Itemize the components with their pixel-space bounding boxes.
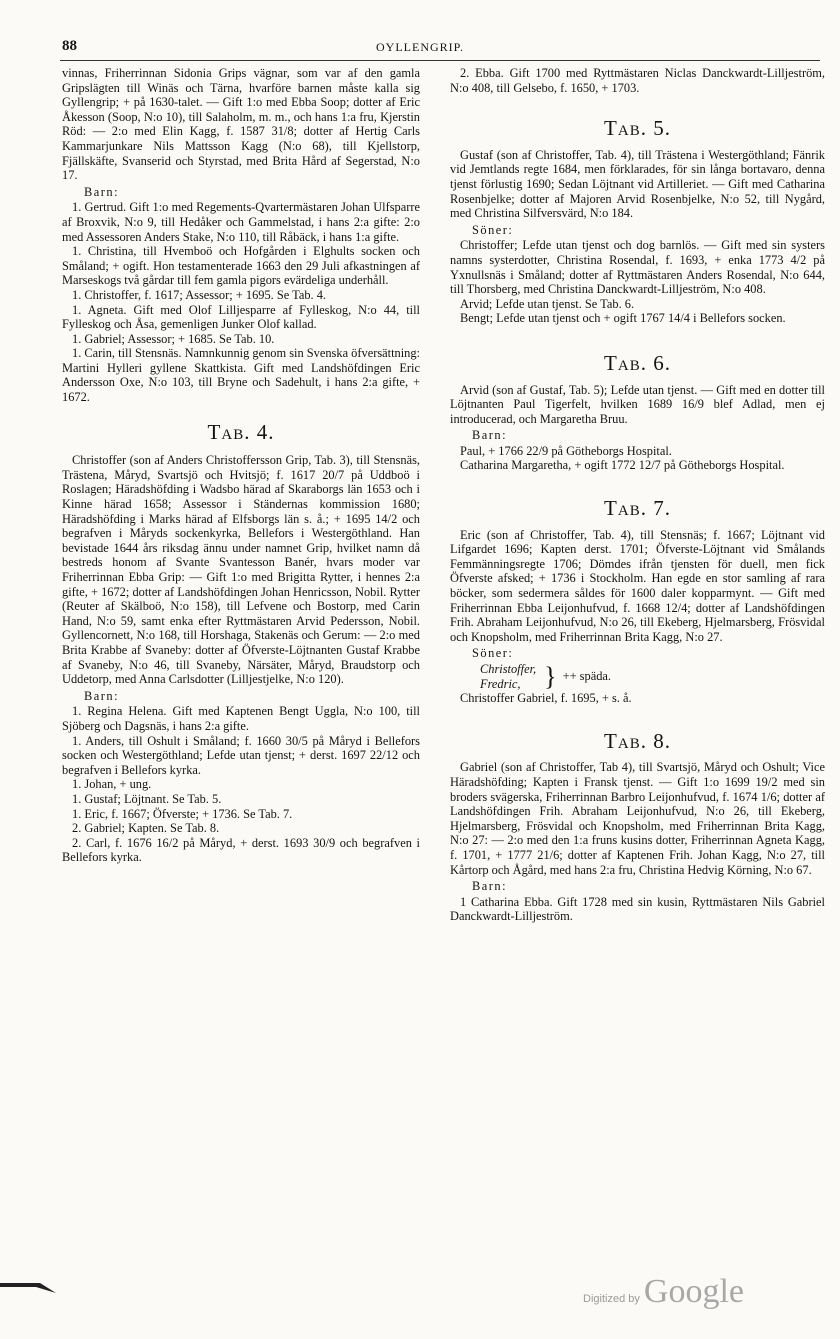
table-heading-7: Tab. 7. [604, 496, 671, 521]
right-column [450, 66, 825, 924]
section-label-soner: Söner: [472, 646, 514, 661]
paragraph: vinnas, Friherrinnan Sidonia Grips vägnar, som var af den gamla Gripslägten till Winäs och Tärna, hvarföre barnen måste kalla sig Gyllengrip; + på 1630-talet. — Gift 1:o med Ebba Soop; dotter af Eric Åkesson (Soop, N:o 10), till Salaholm, m. m., och hans 1:a fru, Kjerstin Röd: — 2:o med Elin Kagg, f. 1587 31/8; dotter af Hertig Carls Kammarjunkare Nils Mattsson Kagg (N:o 68), till Kjellstorp, Fjällskäfte, Svanserid och Styrstad, med Brita Hård af Segerstad, N:o 17. [62, 66, 420, 183]
left-column [62, 66, 420, 865]
son-name: Fredric, [480, 676, 521, 691]
death-note: ++ späda. [562, 669, 611, 684]
header-rule [60, 60, 820, 61]
child-entry: 2. Carl, f. 1676 16/2 på Måryd, + derst. 1693 30/9 och begrafven i Bellefors kyrka. [62, 835, 420, 865]
table-heading-6: Tab. 6. [604, 350, 671, 375]
child-entry: 1. Gertrud. Gift 1:o med Regements-Qvartermästaren Johan Ulfsparre af Broxvik, N:o 9, till Hedåker och Gammelstad, i hans 2:a gifte: 2:o med Assessoren Anders Stake, N:o 110, till Råbäck, i hans 1:a gifte. [62, 200, 420, 244]
child-entry: 1 Catharina Ebba. Gift 1728 med sin kusin, Ryttmästaren Nils Gabriel Danckwardt-Lilljeström. [450, 894, 825, 924]
child-entry: 1. Johan, + ung. [72, 777, 152, 792]
google-watermark [583, 1273, 744, 1311]
section-label-barn: Barn: [84, 688, 120, 703]
watermark-text: Digitized by [583, 1293, 640, 1305]
child-entry: 2. Ebba. Gift 1700 med Ryttmästaren Niclas Danckwardt-Lilljeström, N:o 408, till Gelsebo, f. 1650, + 1703. [450, 66, 825, 95]
child-entry: 2. Gabriel; Kapten. Se Tab. 8. [72, 821, 220, 836]
section-label-barn: Barn: [472, 879, 508, 894]
page-number: 88 [62, 38, 77, 54]
child-entry: Christoffer; Lefde utan tjenst och dog barnlös. — Gift med sin systers namns systerdotter, Christina Rosendal, f. 1693, + enka 1773 4/2 på Yxnullsnäs i Småland; dotter af Ryttmästaren Anders Rosendal, N:o 644, till Thorsberg, med Christina Danckwardt-Lilljeström, N:o 408. [450, 238, 825, 297]
running-title: OYLLENGRIP. [376, 40, 464, 54]
section-label-barn: Barn: [84, 184, 120, 199]
child-entry: 1. Regina Helena. Gift med Kaptenen Bengt Uggla, N:o 100, till Sjöberg och Dagsnäs, i hans 2:a gifte. [62, 704, 420, 733]
child-entry: Catharina Margaretha, + ogift 1772 12/7 på Götheborgs Hospital. [460, 458, 785, 473]
child-entry: 1. Christina, till Hvemboö och Hofgården i Elghults socken och Småland; + ogift. Hon testamenterade 1663 den 29 Juli afkastningen af Marseskogs två gårdar till fem gamla pigors evärdeliga underhåll. [62, 244, 420, 288]
child-entry: Bengt; Lefde utan tjenst och + ogift 1767 14/4 i Bellefors socken. [460, 311, 786, 326]
brace-icon: } [544, 661, 557, 691]
child-entry: 1. Anders, till Oshult i Småland; f. 1660 30/5 på Måryd i Bellefors socken och Westergöthland; Lefde utan tjenst; + derst. 1697 22/12 och begrafven i Bellefors kyrka. [62, 733, 420, 777]
child-entry: 1. Carin, till Stensnäs. Namnkunnig genom sin Svenska öfversättning: Martini Hylleri gyllene Skattkista. Gift med Landshöfdingen Eric Andersson Oxe, N:o 103, till Bryne och Sadehult, i hans 2:a gifte, + 1672. [62, 346, 420, 405]
corner-fold-mark-icon [0, 1275, 60, 1295]
child-entry: 1. Eric, f. 1667; Öfverste; + 1736. Se Tab. 7. [72, 806, 293, 821]
table-heading-8: Tab. 8. [604, 728, 671, 753]
child-entry: 1. Gabriel; Assessor; + 1685. Se Tab. 10. [72, 331, 275, 346]
child-entry: 1. Christoffer, f. 1617; Assessor; + 1695. Se Tab. 4. [72, 287, 326, 302]
paragraph: Gustaf (son af Christoffer, Tab. 4), till Trästena i Westergöthland; Fänrik vid Jemtlands regte 1684, men förklarades, för sin långa bortavaro, denna tjenst förlustig 1690; Sedan Löjtnant vid Artilleriet. — Gift med Catharina Rosenbjelke; dotter af Majoren Arvid Rosenbjelke, N:o 52, till Nygård, med Christina Silfversvärd, N:o 184. [450, 147, 825, 221]
paragraph: Christoffer (son af Anders Christoffersson Grip, Tab. 3), till Stensnäs, Trästena, Måryd, Svartsjö och Hvitsjö; f. 1617 20/7 på Uddboö i Roslagen; Häradshöfding i Wadsbo härad af Skaraborgs län 1653 och i Kinne härad 1658; Assessor i Ständernas kommission 1680; Häradshöfding i Marks härad af Elfsborgs län s. å.; + 1695 14/2 och begrafven i Måryds sockenkyrka, Bellefors i Westergöthland. Han bevistade 1644 års riksdag ännu under namnet Grip, hvilket namn då bestreds honom af Svante Svantesson Banér, hvars moder var Friherrinnan Ebba Grip: — Gift 1:o med Brigitta Rytter, i hennes 2:a gifte, + 1672; dotter af Landshöfdingen Johan Henricsson, Nobil. Rytter (Reuter af Skälboö, N:o 158), till Lefvene och Bostorp, med Carin Hand, N:o 59, samt enka efter Ryttmästaren Arvid Pedersson, Nobil. Gyllencornett, N:o 168, till Horshaga, Stakenäs och Gerum: — 2:o med Brita Krabbe af Svaneby: dotter af Öfverste-Löjtnanten Gustaf Krabbe af Svaneby, N:o 46, till Svaneby, Närsäter, Måryd, Braudstorp och Uddetorp, med Anna Carlsdotter (Lilljestjelke, N:o 120). [62, 453, 420, 687]
table-heading-4: Tab. 4. [207, 419, 275, 444]
section-label-soner: Söner: [472, 222, 514, 237]
child-entry: 1. Gustaf; Löjtnant. Se Tab. 5. [72, 791, 222, 806]
child-entry: Paul, + 1766 22/9 på Götheborgs Hospital. [460, 443, 672, 458]
section-label-barn: Barn: [472, 428, 508, 443]
twin-sons-entry [480, 662, 825, 691]
table-heading-5: Tab. 5. [604, 116, 671, 141]
child-entry: 1. Agneta. Gift med Olof Lilljesparre af Fylleskog, N:o 44, till Fylleskog och Åsa, gemenligen Junker Olof kallad. [62, 302, 420, 332]
google-logo: Google [643, 1273, 744, 1310]
paragraph: Eric (son af Christoffer, Tab. 4), till Stensnäs; f. 1667; Löjtnant vid Lifgardet 1696; Kapten derst. 1701; Öfverste-Löjtnant vid Smålands Femmänningsregte 1706; Dömdes ifrån tjensten för duell, men fick Öfverste afsked; + 1736 i Stockholm. Han egde en stor samling af rara böcker, som sedermera såldes för 1600 daler kopparmynt. — Gift med Friherrinnan Ebba Leijonhufvud, f. 1668 12/4; dotter af Landshöfdingen Frih. Abraham Leijonhufvud, N:o 26, till Ekeberg, Hjelmarsberg, Frösvidal och Knopsholm, med Friherrinnan Brita Kagg, N:o 27. [450, 527, 825, 644]
son-name: Christoffer, [480, 662, 537, 676]
child-entry: Christoffer Gabriel, f. 1695, + s. å. [460, 691, 632, 706]
paragraph: Arvid (son af Gustaf, Tab. 5); Lefde utan tjenst. — Gift med en dotter till Löjtnanten Paul Tigerfelt, hvilken 1689 16/9 blef Adlad, men ej introducerad, och Margaretha Bruu. [450, 382, 825, 426]
paragraph: Gabriel (son af Christoffer, Tab 4), till Svartsjö, Måryd och Oshult; Vice Häradshöfding; Kapten i Fransk tjenst. — Gift 1:o 1699 19/2 med sin broders svägerska, Friherrinnan Barbro Leijonhufvud, f. 1674 1/6; dotter af Landshöfdingen Frih. Abraham Leijonhufvud, N:o 26, till Ekeberg, Hjelmarsberg, Frösvidal och Knopsholm, med Friherrinnan Brita Kagg, N:o 27: — 2:o med den 1:a fruns kusins dotter, Friherrinnan Agneta Kagg, f. 1701, + 1777 21/6; dotter af Kaptenen Frih. Johan Kagg, N:o 27, till Kårtorp och Ågård, med hans 2:a fru, Christina Hedvig Körning, N:o 67. [450, 760, 825, 877]
child-entry: Arvid; Lefde utan tjenst. Se Tab. 6. [460, 296, 635, 311]
